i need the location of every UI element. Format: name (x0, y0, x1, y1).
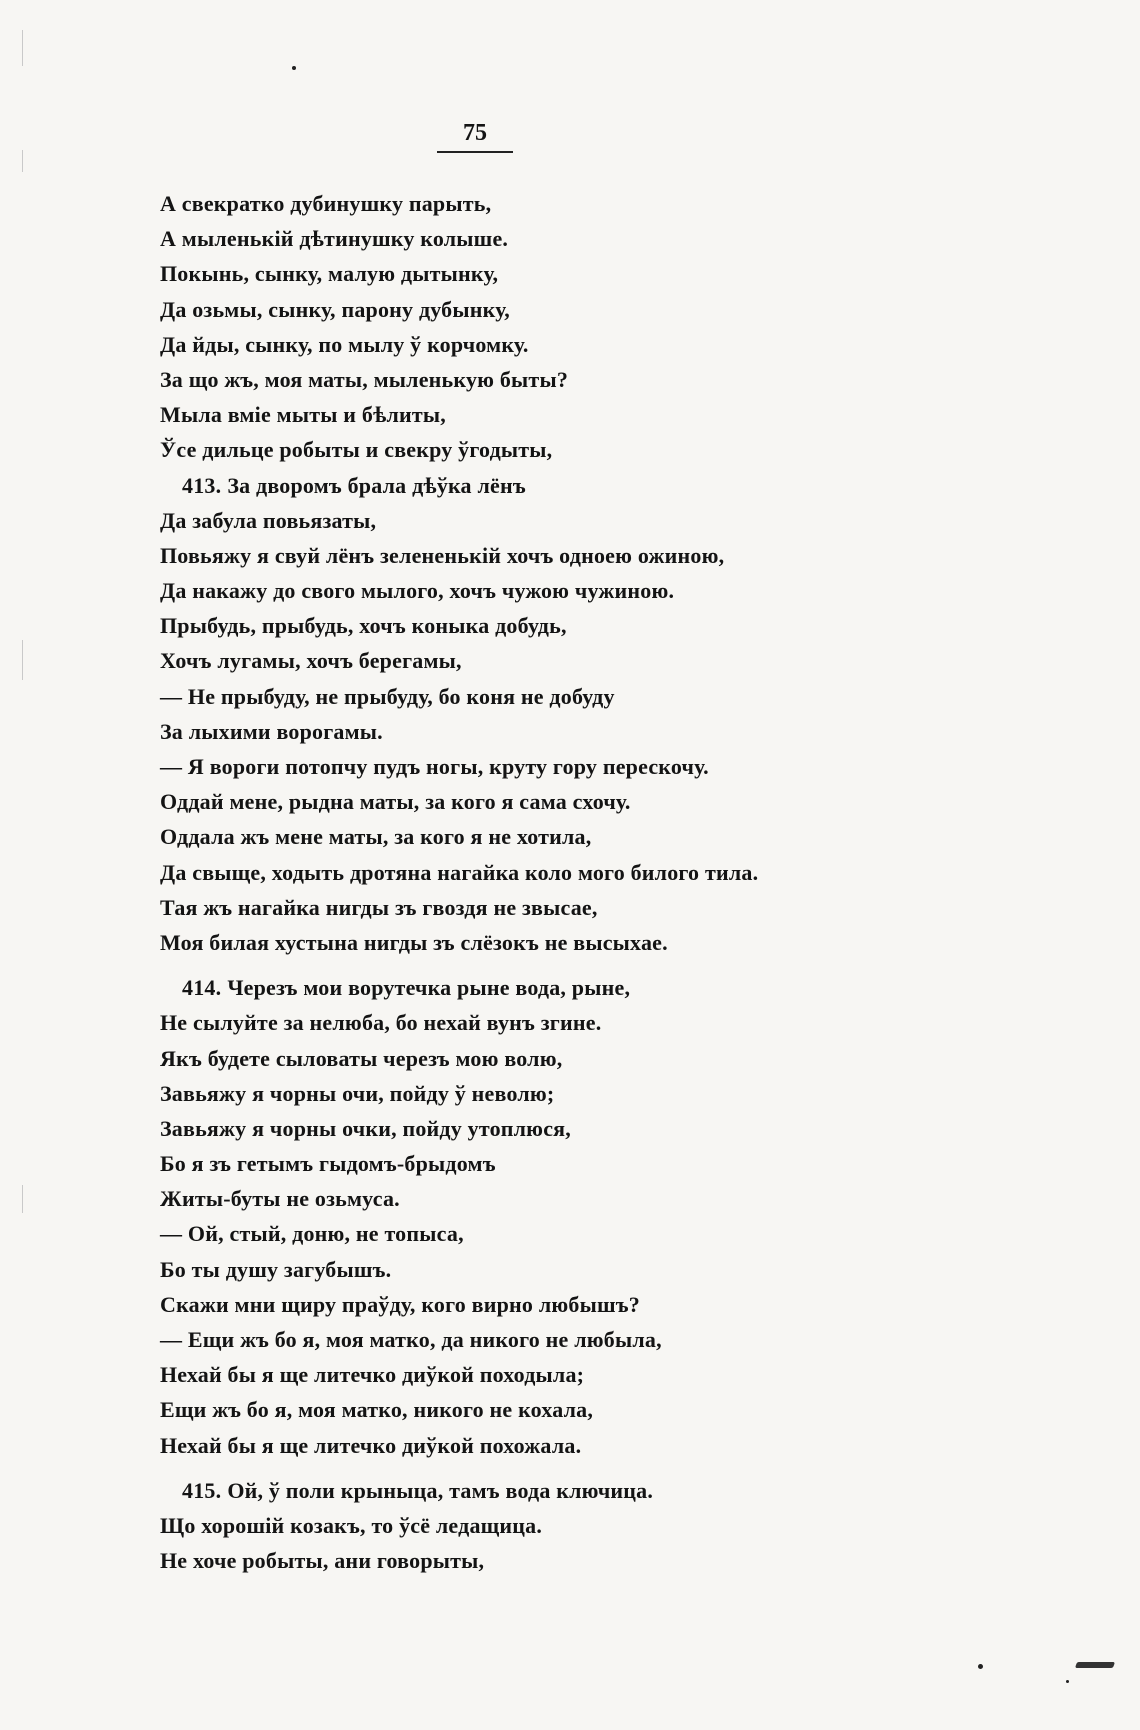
verse-line (160, 1041, 840, 1076)
verse-line (160, 186, 840, 221)
song-first-line (160, 970, 840, 1005)
song-number: 413. (182, 472, 222, 498)
verse-line (160, 1357, 840, 1392)
verse-line (160, 608, 840, 643)
print-speck (1066, 1680, 1069, 1683)
line-text: Да свыще, ходыть дротяна нагайка коло мого билого тила. (160, 859, 759, 885)
song-text-block (160, 186, 840, 1578)
line-text: Да йды, сынку, по мылу ў корчомку. (160, 331, 529, 357)
verse-line (160, 573, 840, 608)
verse-line (160, 1005, 840, 1040)
verse-line (160, 1076, 840, 1111)
verse-line (160, 256, 840, 291)
line-text: Ўсе дильце робыты и свекру ўгодыты, (160, 437, 553, 463)
verse-line (160, 643, 840, 678)
verse-line (160, 221, 840, 256)
scan-edge-mark (22, 1185, 23, 1213)
verse-line (160, 362, 840, 397)
line-text: Ой, ў поли крыныца, тамъ вода ключица. (227, 1477, 654, 1503)
line-text: Скажи мни щиру праўду, кого вирно любышъ? (160, 1291, 640, 1317)
song-first-line (160, 1473, 840, 1508)
line-text: — Ой, стый, доню, не топыса, (160, 1221, 464, 1247)
line-text: Покынь, сынку, малую дытынку, (160, 261, 499, 287)
verse-line (160, 890, 840, 925)
verse-line (160, 1428, 840, 1463)
verse-line (160, 749, 840, 784)
verse-line (160, 327, 840, 362)
verse-line (160, 1287, 840, 1322)
line-text: Оддала жъ мене маты, за кого я не хотила, (160, 824, 592, 850)
corner-ink-smudge (1075, 1662, 1115, 1668)
line-text: А мыленькій дѣтинушку колыше. (160, 226, 509, 252)
line-text: Да накажу до свого мылого, хочъ чужою чужиною. (160, 578, 675, 604)
line-text: — Не прыбуду, не прыбуду, бо коня не добуду (160, 683, 615, 709)
verse-line (160, 1252, 840, 1287)
verse-line (160, 503, 840, 538)
line-text: Житы-буты не озьмуса. (160, 1186, 400, 1212)
verse-line (160, 1392, 840, 1427)
line-text: Завьяжу я чорны очки, пойду утоплюся, (160, 1115, 571, 1141)
verse-line (160, 855, 840, 890)
line-text: Завьяжу я чорны очи, пойду ў неволю; (160, 1080, 555, 1106)
verse-line (160, 1181, 840, 1216)
line-text: Прыбудь, прыбудь, хочъ коныка добудь, (160, 613, 567, 639)
verse-line (160, 925, 840, 960)
verse-line (160, 432, 840, 467)
line-text: Да озьмы, сынку, парону дубынку, (160, 296, 510, 322)
page-number: 75 (463, 120, 487, 146)
line-text: Не сылуйте за нелюба, бо нехай вунъ згине. (160, 1010, 602, 1036)
line-text: Якъ будете сыловаты черезъ мою волю, (160, 1045, 563, 1071)
verse-line (160, 1146, 840, 1181)
print-speck (978, 1664, 983, 1669)
line-text: Бо ты душу загубышъ. (160, 1256, 392, 1282)
song-first-line (160, 468, 840, 503)
line-text: Тая жъ нагайка нигды зъ гвоздя не звысае, (160, 894, 598, 920)
line-text: Моя билая хустына нигды зъ слёзокъ не высыхае. (160, 929, 668, 955)
line-text: Оддай мене, рыдна маты, за кого я сама схочу. (160, 789, 631, 815)
song-number: 415. (182, 1477, 222, 1503)
line-text: Що хорошій козакъ, то ўсё ледащица. (160, 1512, 543, 1538)
verse-line (160, 1216, 840, 1251)
verse-line (160, 397, 840, 432)
line-text: За лыхими ворогамы. (160, 718, 383, 744)
verse-line (160, 784, 840, 819)
verse-line (160, 1508, 840, 1543)
line-text: Черезъ мои ворутечка рыне вода, рыне, (227, 975, 631, 1001)
line-text: Не хоче робыты, ани говорыты, (160, 1548, 485, 1574)
verse-line (160, 1543, 840, 1578)
line-text: За що жъ, моя маты, мыленькую быты? (160, 366, 569, 392)
scan-edge-mark (22, 640, 23, 680)
verse-line (160, 679, 840, 714)
scan-edge-mark (22, 150, 23, 172)
page-number-underline (437, 151, 513, 153)
line-text: Нехай бы я ще литечко диўкой похожала. (160, 1432, 582, 1458)
print-speck (292, 66, 296, 70)
line-text: Повьяжу я свуй лёнъ зелененькій хочъ одноею ожиною, (160, 542, 725, 568)
line-text: Мыла вміе мыты и бѣлиты, (160, 402, 446, 428)
song-number: 414. (182, 975, 222, 1001)
line-text: — Ещи жъ бо я, моя матко, да никого не любыла, (160, 1327, 662, 1352)
verse-line (160, 292, 840, 327)
scan-edge-mark (22, 30, 23, 66)
line-text: За дворомъ брала дѣўка лёнъ (227, 472, 526, 498)
verse-line (160, 714, 840, 749)
line-text: Да забула повьязаты, (160, 507, 377, 533)
verse-line (160, 538, 840, 573)
line-text: Ещи жъ бо я, моя матко, никого не кохала, (160, 1397, 594, 1423)
line-text: Бо я зъ гетымъ гыдомъ-брыдомъ (160, 1151, 496, 1177)
verse-line (160, 819, 840, 854)
line-text: А свекратко дубинушку парыть, (160, 191, 492, 216)
line-text: Нехай бы я ще литечко диўкой походыла; (160, 1362, 585, 1388)
line-text: — Я вороги потопчу пудъ ногы, круту гору перескочу. (160, 754, 709, 779)
verse-line (160, 1322, 840, 1357)
verse-line (160, 1111, 840, 1146)
line-text: Хочъ лугамы, хочъ берегамы, (160, 648, 462, 674)
